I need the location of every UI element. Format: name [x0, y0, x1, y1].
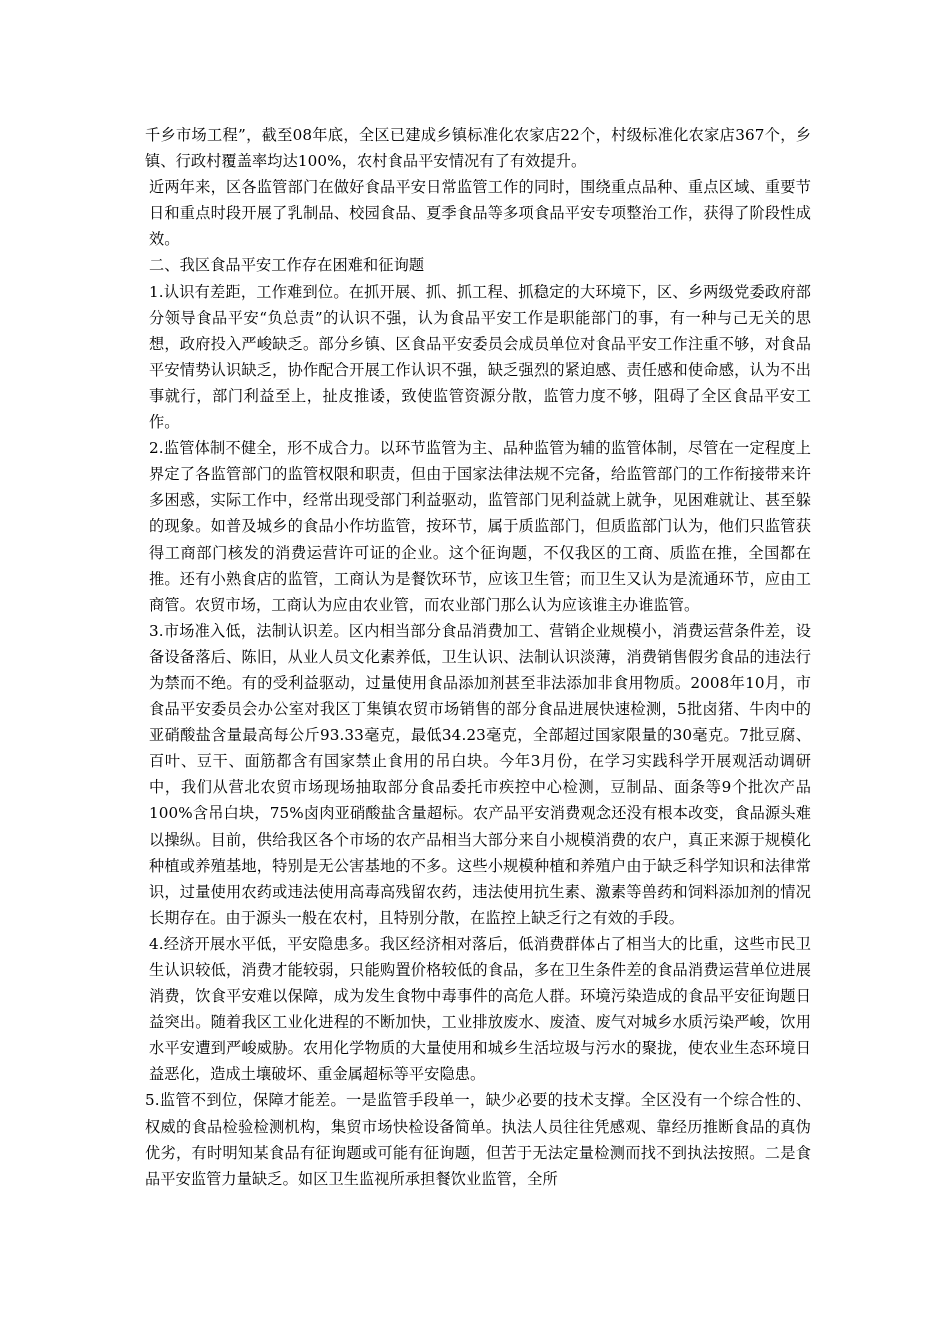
paragraph-item-1: 1.认识有差距，工作难到位。在抓开展、抓、抓工程、抓稳定的大环境下，区、乡两级党委政府部分领导食品平安“负总责”的认识不强，认为食品平安工作是职能部门的事，有一种与己无关的思想，政府投入严峻缺乏。部分乡镇、区食品平安委员会成员单位对食品平安工作注重不够，对食品平安情势认识缺乏，协作配合开展工作认识不强，缺乏强烈的紧迫感、责任感和使命感，认为不出事就行，部门利益至上，扯皮推诿，致使监管资源分散，监管力度不够，阻碍了全区食品平安工作。: [149, 282, 811, 432]
section-heading: 二、我区食品平安工作存在困难和征询题: [149, 256, 425, 275]
paragraph-item-5: 5.监管不到位，保障才能差。一是监管手段单一，缺少必要的技术支撑。全区没有一个综合性的、权威的食品检验检测机构，集贸市场快检设备简单。执法人员往往凭感观、靠经历推断食品的真伪优劣，有时明知某食品有征询题或可能有征询题，但苦于无法定量检测而找不到执法按照。二是食品平安监管力量缺乏。如区卫生监视所承担餐饮业监管，全所: [145, 1091, 811, 1188]
paragraph-item-4: 4.经济开展水平低，平安隐患多。我区经济相对落后，低消费群体占了相当大的比重，这些市民卫生认识较低，消费才能较弱，只能购置价格较低的食品，多在卫生条件差的食品消费运营单位进展消费，饮食平安难以保障，成为发生食物中毒事件的高危人群。环境污染造成的食品平安征询题日益突出。随着我区工业化进程的不断加快，工业排放废水、废渣、废气对城乡水质污染严峻，饮用水平安遭到严峻威胁。农用化学物质的大量使用和城乡生活垃圾与污水的聚拢，使农业生态环境日益恶化，造成土壤破坏、重金属超标等平安隐患。: [149, 934, 811, 1084]
paragraph-item-3: 3.市场准入低，法制认识差。区内相当部分食品消费加工、营销企业规模小，消费运营条件差，设备设备落后、陈旧，从业人员文化素养低，卫生认识、法制认识淡薄，消费销售假劣食品的违法行为禁而不绝。有的受利益驱动，过量使用食品添加剂甚至非法添加非食用物质。2008年10月，市食品平安委员会办公室对我区丁集镇农贸市场销售的部分食品进展快速检测，5批卤猪、牛肉中的亚硝酸盐含量最高每公斤93.33毫克，最低34.23毫克，全部超过国家限量的30毫克。7批豆腐、百叶、豆干、面筋都含有国家禁止食用的吊白块。今年3月份，在学习实践科学开展观活动调研中，我们从营北农贸市场现场抽取部分食品委托市疾控中心检测，豆制品、面条等9个批次产品100%含吊白块，75%卤肉亚硝酸盐含量超标。农产品平安消费观念还没有根本改变，食品源头难以操纵。目前，供给我区各个市场的农产品相当大部分来自小规模消费的农户，真正来源于规模化种植或养殖基地，特别是无公害基地的不多。这些小规模种植和养殖户由于缺乏科学知识和法律常识，过量使用农药或违法使用高毒高残留农药，违法使用抗生素、激素等兽药和饲料添加剂的情况长期存在。由于源头一般在农村，且特别分散，在监控上缺乏行之有效的手段。: [149, 621, 811, 927]
paragraph-item-2: 2.监管体制不健全，形不成合力。以环节监管为主、品种监管为辅的监管体制，尽管在一定程度上界定了各监管部门的监管权限和职责，但由于国家法律法规不完备，给监管部门的工作衔接带来许多困惑，实际工作中，经常出现受部门利益驱动，监管部门见利益就上就争，见困难就让、甚至躲的现象。如普及城乡的食品小作坊监管，按环节，属于质监部门，但质监部门认为，他们只监管获得工商部门核发的消费运营许可证的企业。这个征询题，不仅我区的工商、质监在推，全国都在推。还有小熟食店的监管，工商认为是餐饮环节，应该卫生管；而卫生又认为是流通环节，应由工商管。农贸市场，工商认为应由农业管，而农业部门那么认为应该谁主办谁监管。: [149, 439, 811, 614]
paragraph-1: 千乡市场工程”，截至08年底，全区已建成乡镇标准化农家店22个，村级标准化农家店367个，乡镇、行政村覆盖率均达100%，农村食品平安情况有了有效提升。: [145, 126, 811, 171]
document-body: [145, 122, 811, 1192]
paragraph-2: 近两年来，区各监管部门在做好食品平安日常监管工作的同时，围绕重点品种、重点区域、重要节日和重点时段开展了乳制品、校园食品、夏季食品等多项食品平安专项整治工作，获得了阶段性成效。: [149, 178, 811, 249]
